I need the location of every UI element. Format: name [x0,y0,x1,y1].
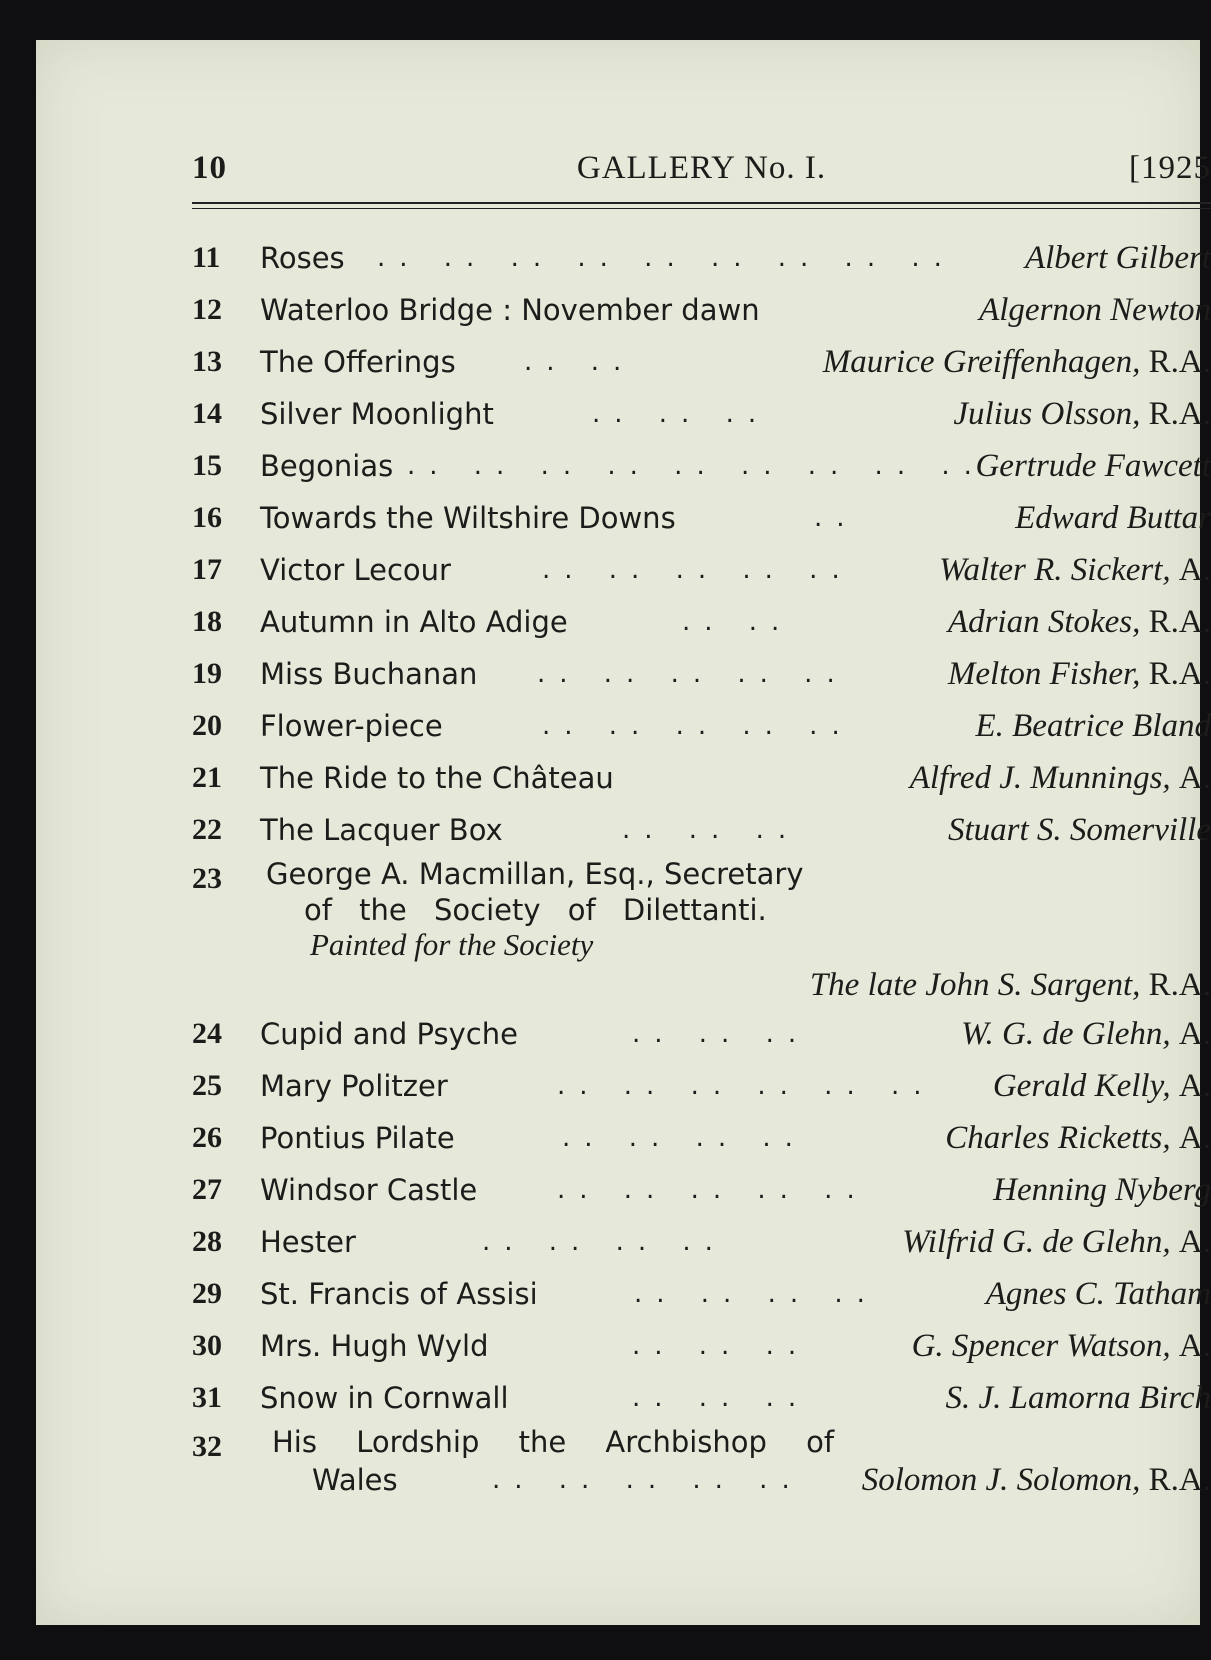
entry-number: 16 [192,501,222,534]
entry-artist: Charles Ricketts, A. [945,1120,1211,1156]
entry-artist: Stuart S. Somerville [947,812,1211,848]
entry-artist: Maurice Greiffenhagen, R.A. [822,344,1211,380]
catalogue-entry: 30 Mrs. Hugh Wyld .. .. .. G. Spencer Watson, A. [192,1320,1211,1372]
page-number: 10 [192,150,227,186]
entry-title: Begonias [260,449,394,483]
entry-title-continued: Wales [312,1463,398,1497]
entry-title: Pontius Pilate [260,1121,455,1155]
catalogue-entry: 25 Mary Politzer .. .. .. .. .. .. Gerald Kelly, A. [192,1060,1211,1112]
entry-number: 25 [192,1069,222,1102]
entry-title: Silver Moonlight [260,397,494,431]
entry-number: 21 [192,761,222,794]
catalogue-entry [192,284,1211,336]
entry-artist: Albert Gilbert [1024,240,1211,276]
catalogue-entry: 31 Snow in Cornwall .. .. .. S. J. Lamorna Birch [192,1372,1211,1424]
entry-title: Windsor Castle [260,1173,478,1207]
entry-artist: Adrian Stokes, R.A. [947,604,1211,640]
catalogue-entry: 17 Victor Lecour .. .. .. .. .. Walter R. Sickert, A. [192,544,1211,596]
catalogue-entry: 16 Towards the Wiltshire Downs .. Edward Buttar [192,492,1211,544]
entry-artist: Julius Olsson, R.A. [953,396,1211,432]
catalogue-entry: 29 St. Francis of Assisi .. .. .. .. Agnes C. Tatham [192,1268,1211,1320]
entry-title-continued: of the Society of Dilettanti. [304,893,767,927]
entry-artist: Alfred J. Munnings, A. [909,760,1211,796]
entry-title: Cupid and Psyche [260,1017,518,1051]
entry-number: 12 [192,293,222,326]
catalogue-entry: 18 Autumn in Alto Adige .. .. Adrian Stokes, R.A. [192,596,1211,648]
entry-list [192,232,1211,1500]
entry-number: 29 [192,1277,222,1310]
entry-number: 17 [192,553,222,586]
page-header [192,150,1211,200]
entry-artist: Solomon J. Solomon, R.A. [861,1462,1211,1498]
header-rule-thin [192,208,1211,209]
entry-number: 26 [192,1121,222,1154]
entry-title: Flower-piece [260,709,443,743]
entry-title: Snow in Cornwall [260,1381,509,1415]
catalogue-entry: 32 His Lordship the Archbishop of Wales .. .. .. .. .. Solomon J. Solomon, R.A. [192,1425,1211,1498]
entry-title: The Offerings [260,345,456,379]
entry-title: Mrs. Hugh Wyld [260,1329,489,1363]
entry-artist: Algernon Newton [979,292,1211,328]
entry-number: 23 [192,862,222,895]
catalogue-entry: 11 Roses .. .. .. .. .. .. .. .. .. Albert Gilbert [192,232,1211,284]
entry-artist: Melton Fisher, R.A. [947,656,1211,692]
catalogue-entry: 26 Pontius Pilate .. .. .. .. Charles Ricketts, A. [192,1112,1211,1164]
entry-number: 18 [192,605,222,638]
catalogue-entry: 13 The Offerings .. .. Maurice Greiffenhagen, R.A. [192,336,1211,388]
entry-number: 31 [192,1381,222,1414]
entry-number: 32 [192,1430,222,1463]
entry-title: The Lacquer Box [260,813,503,847]
entry-artist: Wilfrid G. de Glehn, A. [902,1224,1211,1260]
entry-title: Miss Buchanan [260,657,478,691]
entry-title: George A. Macmillan, Esq., Secretary [266,857,804,891]
entry-title: Autumn in Alto Adige [260,605,568,639]
page-title: GALLERY No. I. [576,150,827,186]
header-rule [192,202,1211,204]
entry-title: Roses [260,241,345,275]
catalogue-entry: 27 Windsor Castle .. .. .. .. .. Henning Nyberg [192,1164,1211,1216]
entry-artist: E. Beatrice Bland [975,708,1211,744]
entry-title: St. Francis of Assisi [260,1277,538,1311]
catalogue-entry: 22 The Lacquer Box .. .. .. Stuart S. Somerville [192,804,1211,856]
entry-artist: G. Spencer Watson, A. [911,1328,1211,1364]
catalogue-entry: 14 Silver Moonlight .. .. .. Julius Olsson, R.A. [192,388,1211,440]
catalogue-entry: 20 Flower-piece .. .. .. .. .. E. Beatrice Bland [192,700,1211,752]
entry-number: 13 [192,345,222,378]
entry-artist: The late John S. Sargent, R.A. [809,967,1211,1003]
entry-title: Victor Lecour [260,553,451,587]
entry-title: The Ride to the Château [260,761,614,795]
entry-number: 19 [192,657,222,690]
year-label: [1925 [1129,150,1211,186]
entry-artist: Walter R. Sickert, A. [939,552,1211,588]
catalogue-page [36,40,1211,1625]
entry-number: 28 [192,1225,222,1258]
catalogue-entry: 19 Miss Buchanan .. .. .. .. .. Melton Fisher, R.A. [192,648,1211,700]
entry-number: 22 [192,813,222,846]
entry-number: 27 [192,1173,222,1206]
catalogue-entry: 24 Cupid and Psyche .. .. .. W. G. de Glehn, A. [192,1008,1211,1060]
catalogue-entry [192,752,1211,804]
entry-title: Towards the Wiltshire Downs [260,501,676,535]
entry-artist: W. G. de Glehn, A. [961,1016,1211,1052]
entry-artist: Edward Buttar [1015,500,1211,536]
entry-number: 11 [192,241,221,274]
entry-number: 30 [192,1329,222,1362]
entry-title: His Lordship the Archbishop of [272,1425,835,1459]
entry-number: 20 [192,709,222,742]
entry-artist: Henning Nyberg [993,1172,1211,1208]
entry-number: 14 [192,397,222,430]
entry-note: Painted for the Society [310,927,594,962]
entry-artist: Agnes C. Tatham [985,1276,1211,1312]
entry-title: Mary Politzer [260,1069,448,1103]
entry-title: Waterloo Bridge : November dawn [260,293,760,327]
entry-number: 24 [192,1017,222,1050]
catalogue-entry: 28 Hester .. .. .. .. Wilfrid G. de Glehn, A. [192,1216,1211,1268]
catalogue-entry [192,856,1211,1008]
entry-artist: Gertrude Fawcett [975,448,1211,484]
entry-artist: S. J. Lamorna Birch [945,1380,1211,1416]
catalogue-entry: 15 Begonias .. .. .. .. .. .. .. .. .. Gertrude Fawcett [192,440,1211,492]
entry-number: 15 [192,449,222,482]
entry-artist: Gerald Kelly, A. [992,1068,1211,1104]
entry-title: Hester [260,1225,356,1259]
